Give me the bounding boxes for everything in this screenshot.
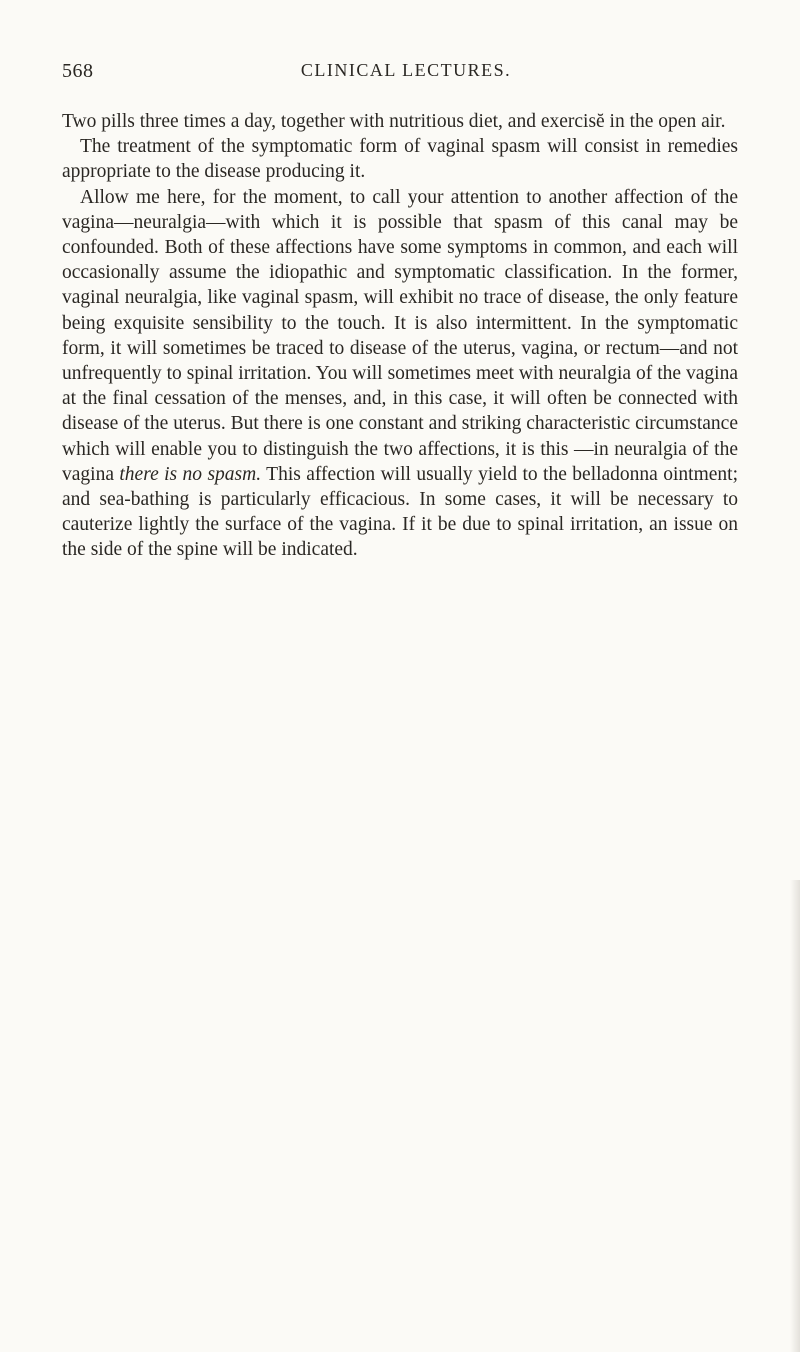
body-text: [62, 109, 738, 563]
page-edge-shadow: [790, 880, 800, 1352]
paragraph-3: [62, 185, 738, 563]
running-head: [62, 60, 738, 90]
paragraph-3-continuation: This affection will usually yield to the belladonna ointment; and sea-bathing is particularly efficacious. In some cases, it will be necessary to cauterize lightly the surface of the vagina. If it be due to spinal irritation, an issue on the side of the spine will be indicated.: [62, 463, 738, 561]
paragraph-1: Two pills three times a day, together with nutritious diet, and exercisĕ in the open air.: [62, 111, 726, 132]
emphasis-text: there is no spasm.: [119, 463, 262, 485]
page-number: 568: [62, 60, 94, 82]
running-title: CLINICAL LECTURES.: [300, 60, 512, 80]
paragraph-2: The treatment of the symptomatic form of vaginal spasm will consist in remedies appropriate to the disease producing it.: [62, 136, 738, 183]
paragraph-3-text: Allow me here, for the moment, to call your attention to another affection of the vagina—neuralgia—with which it is possible that spasm of this canal may be confounded. Both of these affections have some symptoms in common, and each will occasionally assume the idiopathic and symptomatic classification. In the former, vaginal neuralgia, like vaginal spasm, will exhibit no trace of disease, the only feature being exquisite sensibility to the touch. It is also intermittent. In the symptomatic form, it will sometimes be traced to disease of the uterus, vagina, or rectum—and not unfrequently to spinal irritation. You will sometimes meet with neuralgia of the vagina at the final cessation of the menses, and, in this case, it will often be connected with disease of the uterus. But there is one constant and striking characteristic circumstance which will enable you to distinguish the two affections, it is this —in neuralgia of the vagina: [62, 186, 738, 485]
